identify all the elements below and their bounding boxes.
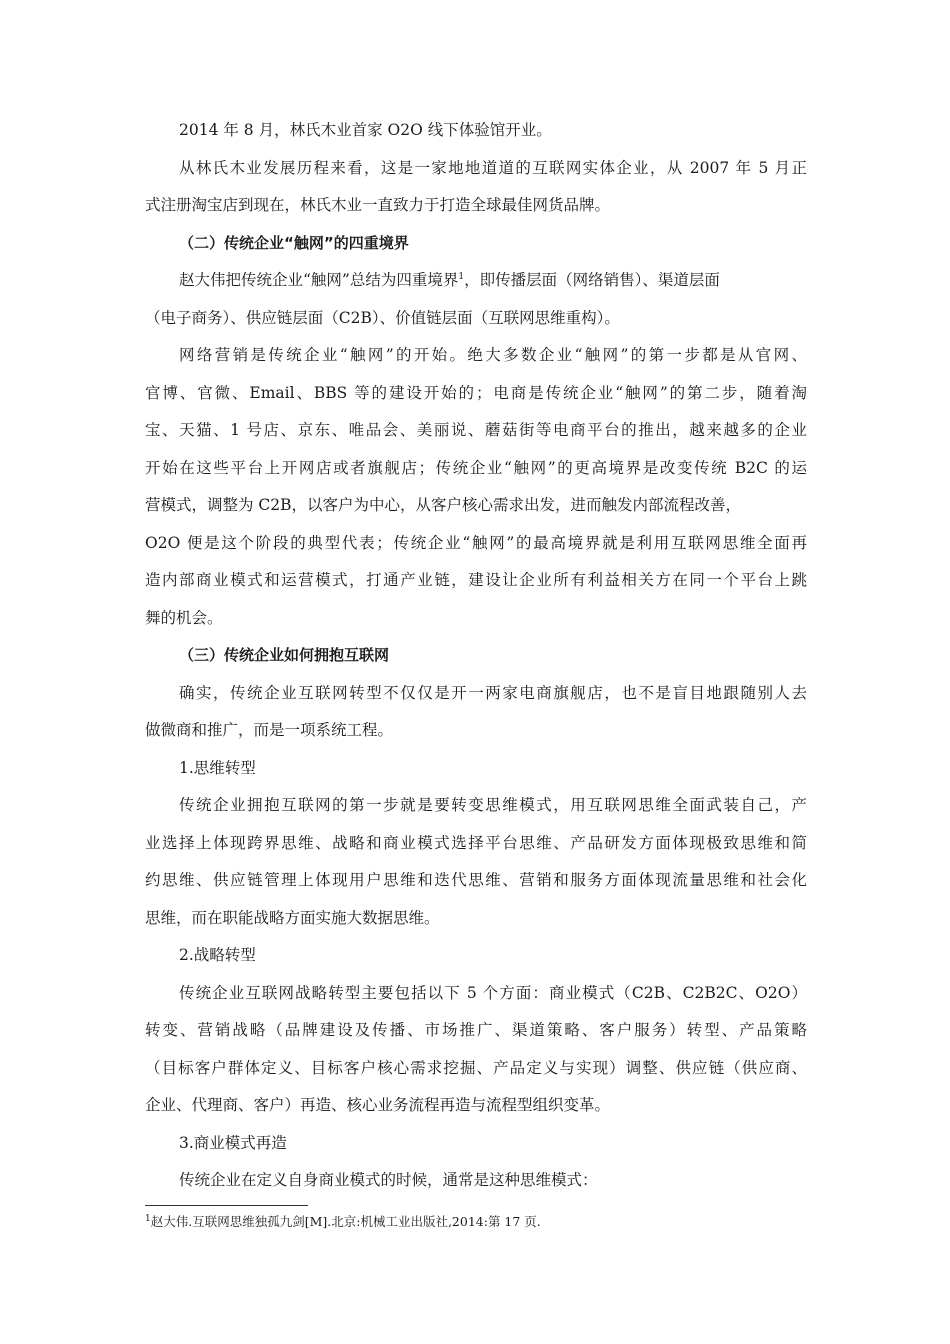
paragraph-line: （目标客户群体定义、目标客户核心需求挖掘、产品定义与实现）调整、供应链（供应商、 xyxy=(145,1058,807,1077)
paragraph-line: 舞的机会。 xyxy=(145,608,223,627)
body-text xyxy=(145,112,807,1200)
section-heading: （二）传统企业“触网”的四重境界 xyxy=(179,233,409,252)
footnote xyxy=(145,1214,541,1230)
subsection-heading: 2.战略转型 xyxy=(179,946,256,964)
paragraph-text: 赵大伟把传统企业“触网”总结为四重境界 xyxy=(179,271,459,289)
paragraph-line: 官博、官微、Email、BBS 等的建设开始的；电商是传统企业“触网”的第二步，随着淘 xyxy=(145,383,807,402)
paragraph-line: 开始在这些平台上开网店或者旗舰店；传统企业“触网”的更高境界是改变传统 B2C 的运 xyxy=(145,458,807,477)
paragraph-line: 思维，而在职能战略方面实施大数据思维。 xyxy=(145,908,440,927)
subsection-heading: 1.思维转型 xyxy=(179,758,256,777)
footnote-marker: 1 xyxy=(145,1213,151,1224)
paragraph-line: （电子商务）、供应链层面（C2B）、价值链层面（互联网思维重构）。 xyxy=(145,308,620,327)
paragraph-line: 传统企业在定义自身商业模式的时候，通常是这种思维模式： xyxy=(179,1171,598,1189)
footnote-reference: 1 xyxy=(458,271,465,282)
paragraph-line: 网络营销是传统企业“触网”的开始。绝大多数企业“触网”的第一步都是从官网、 xyxy=(179,346,807,364)
subsection-heading: 3.商业模式再造 xyxy=(179,1133,287,1152)
paragraph-line: 传统企业拥抱互联网的第一步就是要转变思维模式，用互联网思维全面武装自己，产 xyxy=(179,796,807,814)
paragraph-line: 从林氏木业发展历程来看，这是一家地地道道的互联网实体企业，从 2007 年 5 月正 xyxy=(179,158,807,177)
paragraph-line: 做微商和推广，而是一项系统工程。 xyxy=(145,721,394,739)
paragraph-line: O2O 便是这个阶段的典型代表；传统企业“触网”的最高境界就是利用互联网思维全面再 xyxy=(145,533,807,552)
paragraph-line: 2014 年 8 月，林氏木业首家 O2O 线下体验馆开业。 xyxy=(179,121,552,139)
paragraph-line: 营模式，调整为 C2B，以客户为中心，从客户核心需求出发，进而触发内部流程改善， xyxy=(145,496,742,514)
section-heading: （三）传统企业如何拥抱互联网 xyxy=(179,646,390,664)
paragraph-line: 确实，传统企业互联网转型不仅仅是开一两家电商旗舰店，也不是盲目地跟随别人去 xyxy=(179,683,807,702)
paragraph-text: ，即传播层面（网络销售）、渠道层面 xyxy=(464,271,720,289)
paragraph-line: 造内部商业模式和运营模式，打通产业链，建设让企业所有利益相关方在同一个平台上跳 xyxy=(145,571,807,589)
paragraph-line: 传统企业互联网战略转型主要包括以下 5 个方面：商业模式（C2B、C2B2C、O2O） xyxy=(179,983,807,1002)
paragraph-line: 企业、代理商、客户）再造、核心业务流程再造与流程型组织变革。 xyxy=(145,1096,611,1114)
paragraph-line: 式注册淘宝店到现在，林氏木业一直致力于打造全球最佳网货品牌。 xyxy=(145,196,611,214)
paragraph-line: 业选择上体现跨界思维、战略和商业模式选择平台思维、产品研发方面体现极致思维和简 xyxy=(145,833,807,852)
paragraph-line xyxy=(145,262,807,300)
paragraph-line: 约思维、供应链管理上体现用户思维和迭代思维、营销和服务方面体现流量思维和社会化 xyxy=(145,871,807,889)
paragraph-line: 宝、天猫、1 号店、京东、唯品会、美丽说、蘑菇街等电商平台的推出，越来越多的企业 xyxy=(145,421,807,439)
paragraph-line: 转变、营销战略（品牌建设及传播、市场推广、渠道策略、客户服务）转型、产品策略 xyxy=(145,1021,807,1039)
footnote-text: 赵大伟.互联网思维独孤九剑[M].北京:机械工业出版社,2014:第 17 页. xyxy=(150,1214,541,1229)
footnote-divider xyxy=(145,1205,308,1206)
